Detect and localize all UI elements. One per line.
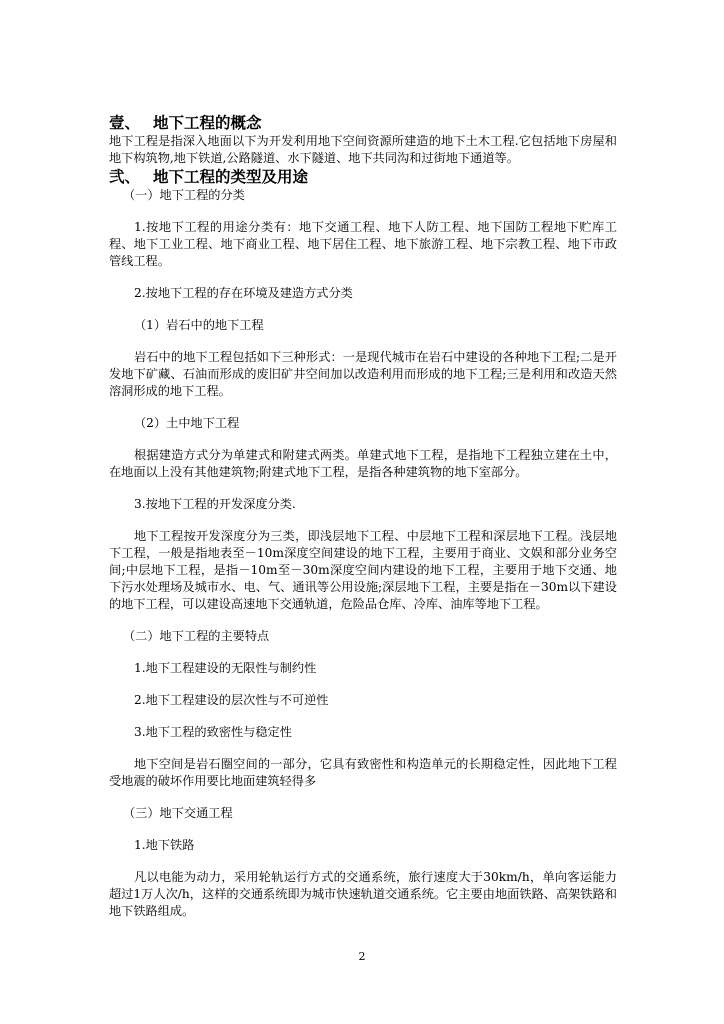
features-paragraph: 地下空间是岩石圈空间的一部分，它具有致密性和构造单元的长期稳定性，因此地下工程受地震的破坏作用要比地面建筑轻得多 bbox=[109, 757, 617, 788]
subway-paragraph: 凡以电能为动力，采用轮轨运行方式的交通系统，旅行速度大于30km/h，单向客运能力超过1万人次/h，这样的交通系统即为城市快速轨道交通系统。它主要由地面铁路、高架铁路和地下铁路组成。 bbox=[109, 870, 617, 918]
section-title: 地下工程的类型及用途 bbox=[153, 168, 309, 186]
feature-item-2: 2.地下工程建设的层次性与不可逆性 bbox=[134, 693, 329, 707]
section-number: 壹、 bbox=[109, 114, 141, 132]
section-number: 弐、 bbox=[109, 168, 141, 186]
rock-heading: （1）岩石中的地下工程 bbox=[134, 318, 264, 332]
classification-by-use: 1.按地下工程的用途分类有：地下交通工程、地下人防工程、地下国防工程地下贮库工程、地下工业工程、地下商业工程、地下居住工程、地下旅游工程、地下宗教工程、地下市政管线工程。 bbox=[109, 220, 617, 268]
feature-item-1: 1.地下工程建设的无限性与制约性 bbox=[134, 661, 317, 675]
classification-by-environment: 2.按地下工程的存在环境及建造方式分类 bbox=[134, 286, 353, 300]
section-heading-types bbox=[109, 167, 617, 187]
classification-by-depth: 3.按地下工程的开发深度分类. bbox=[134, 497, 296, 511]
depth-paragraph: 地下工程按开发深度分为三类，即浅层地下工程、中层地下工程和深层地下工程。浅层地下工程，一般是指地表至－10m深度空间建设的地下工程，主要用于商业、文娱和部分业务空间;中层地下工程，是指－10m至－30m深度空间内建设的地下工程，主要用于地下交通、地下污水处理场及城市水、电、气、通讯等公用设施;深层地下工程，主要是指在－30m以下建设的地下工程，可以建设高速地下交通轨道，危险品仓库、冷库、油库等地下工程。 bbox=[109, 529, 617, 611]
section-title: 地下工程的概念 bbox=[153, 114, 262, 132]
subheading-features: （二）地下工程的主要特点 bbox=[123, 629, 270, 643]
transport-item-1: 1.地下铁路 bbox=[134, 838, 195, 852]
feature-item-3: 3.地下工程的致密性与稳定性 bbox=[134, 725, 292, 739]
page-number: 2 bbox=[358, 950, 366, 963]
document-body bbox=[109, 113, 617, 920]
subheading-transport: （三）地下交通工程 bbox=[123, 806, 233, 820]
soil-heading: （2）土中地下工程 bbox=[134, 416, 240, 430]
section-heading-concept bbox=[109, 113, 617, 133]
soil-paragraph: 根据建造方式分为单建式和附建式两类。单建式地下工程，是指地下工程独立建在土中，在地面以上没有其他建筑物;附建式地下工程，是指各种建筑物的地下室部分。 bbox=[109, 448, 617, 479]
concept-paragraph: 地下工程是指深入地面以下为开发利用地下空间资源所建造的地下土木工程.它包括地下房屋和地下构筑物,地下铁道,公路隧道、水下隧道、地下共同沟和过街地下通道等。 bbox=[109, 134, 617, 165]
subheading-classification: （一）地下工程的分类 bbox=[123, 188, 245, 202]
rock-paragraph: 岩石中的地下工程包括如下三种形式：一是现代城市在岩石中建设的各种地下工程;二是开发地下矿藏、石油而形成的废旧矿井空间加以改造利用而形成的地下工程;三是利用和改造天然溶洞形成的地下工程。 bbox=[109, 350, 617, 398]
